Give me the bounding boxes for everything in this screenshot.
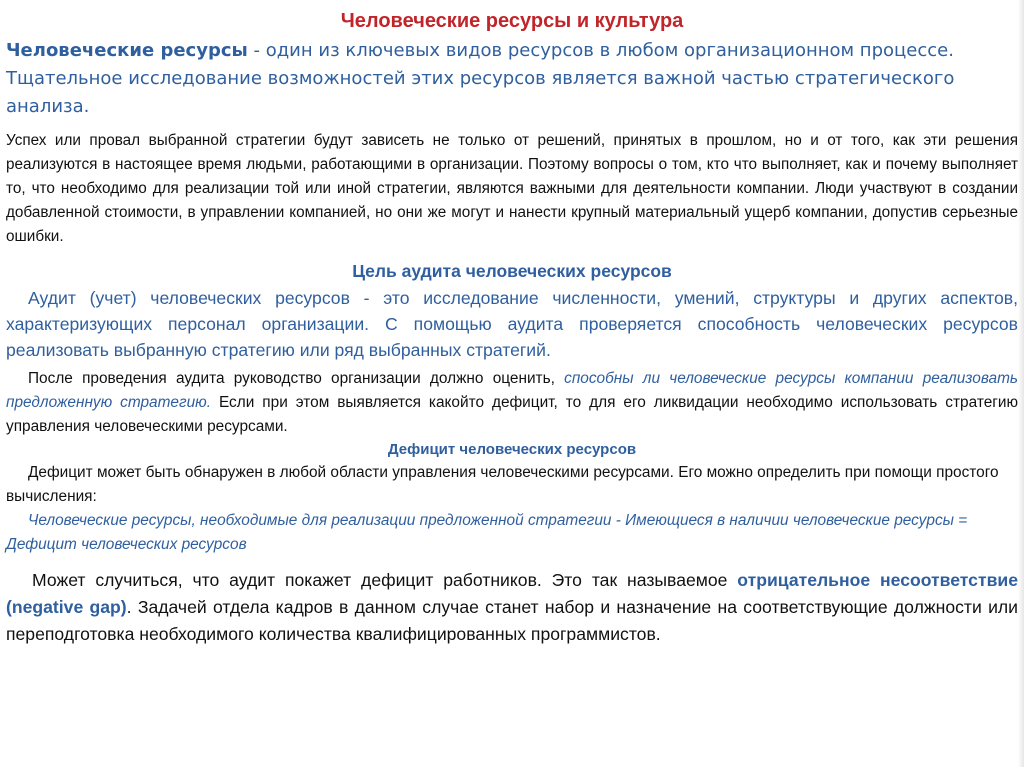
deficit-formula: Человеческие ресурсы, необходимые для реализации предложенной стратегии - Имеющиеся в наличии человеческие ресурсы = Дефицит человеческих ресурсов: [6, 512, 968, 553]
final-end: . Задачей отдела кадров в данном случае станет набор и назначение на соответствующие должности или переподготовка необходимого количества квалифицированных программистов.: [6, 597, 1018, 644]
final-paragraph: [6, 567, 1018, 648]
intro-text: - один из ключевых видов ресурсов в любом организационном процессе. Тщательное исследование возможностей этих ресурсов является важной частью стратегического анализа.: [6, 40, 955, 117]
deficit-paragraph: Дефицит может быть обнаружен в любой области управления человеческими ресурсами. Его можно определить при помощи простого вычисления:: [6, 464, 999, 505]
after-audit-start: После проведения аудита руководство организации должно оценить,: [28, 370, 565, 387]
after-audit-italic: способны ли человеческие ресурсы компании реализовать предложенную стратегию.: [6, 370, 1018, 411]
final-start: Может случиться, что аудит покажет дефицит работников. Это так называемое: [32, 570, 738, 590]
audit-paragraph: Аудит (учет) человеческих ресурсов - это исследование численности, умений, структуры и других аспектов, характеризующих персонал организации. С помощью аудита проверяется способность человеческих ресурсов реализовать выбранную стратегию или ряд выбранных стратегий.: [6, 288, 1018, 360]
intro-paragraph: [6, 37, 1018, 121]
slide-title: Человеческие ресурсы и культура: [340, 10, 684, 32]
audit-heading: Цель аудита человеческих ресурсов: [352, 261, 672, 281]
slide-edge-shadow: [1018, 0, 1024, 767]
deficit-heading: Дефицит человеческих ресурсов: [387, 441, 637, 458]
after-audit-end: Если при этом выявляется какойто дефицит, то для его ликвидации необходимо использовать стратегию управления человеческими ресурсами.: [6, 394, 1019, 435]
negative-gap-term: отрицательное несоответствие (negative gap): [6, 570, 1018, 617]
slide: [6, 0, 1018, 767]
paragraph-strategy-success: Успех или провал выбранной стратегии будут зависеть не только от решений, принятых в прошлом, но и от того, как эти решения реализуются в настоящее время людьми, работающими в организации. Поэтому вопросы о том, кто что выполняет, как и почему выполняет то, что необходимо для реализации той или иной стратегии, являются важными для деятельности компании. Люди участвуют в создании добавленной стоимости, в управлении компанией, но они же могут и нанести крупный материальный ущерб компании, допустив серьезные ошибки.: [6, 132, 1018, 245]
intro-term: Человеческие ресурсы: [6, 40, 248, 61]
after-audit-paragraph: [6, 367, 1018, 439]
